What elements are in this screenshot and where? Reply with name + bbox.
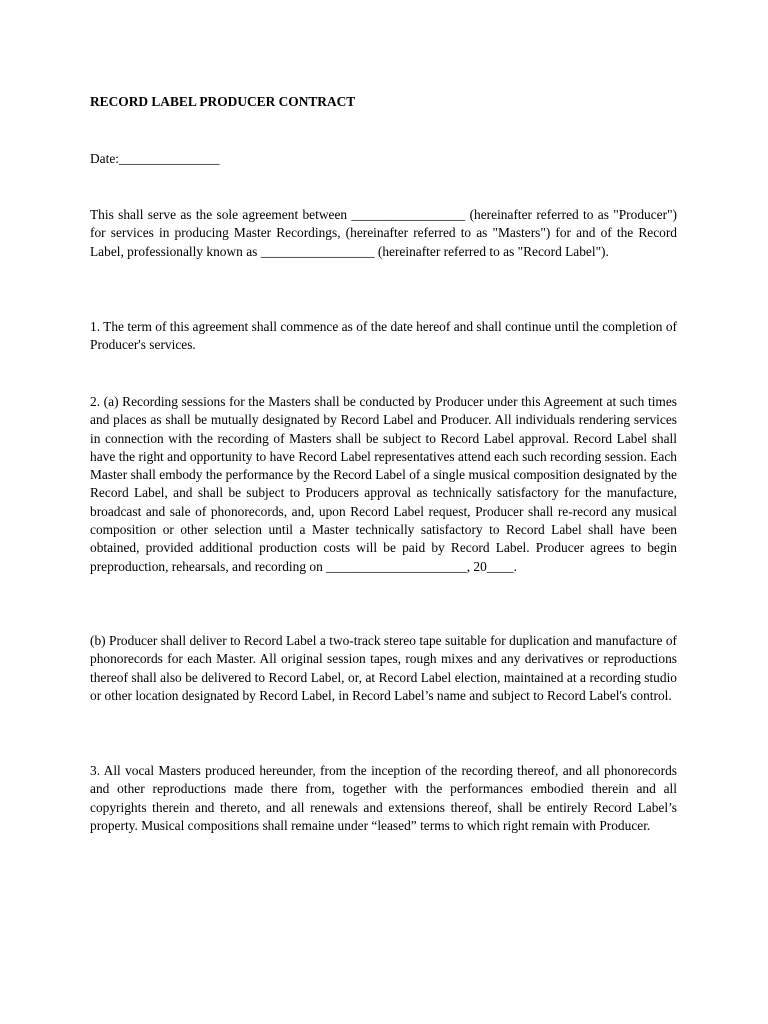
date-field-line: Date:_______________ [90,151,220,166]
clause-2a-paragraph: 2. (a) Recording sessions for the Masters shall be conducted by Producer under this Agreement at such times and places as shall be mutually designated by Record Label and Producer. All individuals rendering services in connection with the recording of Masters shall be subject to Record Label approval. Record Label shall have the right and opportunity to have Record Label representatives attend each such recording session. Each Master shall embody the performance by the Record Label of a single musical composition designated by the Record Label, and shall be subject to Producers approval as technically satisfactory for the manufacture, broadcast and sale of phonorecords, and, upon Record Label request, Producer shall re-record any musical composition or other selection until a Master technically satisfactory to Record Label shall have been obtained, provided additional production costs will be paid by Record Label. Producer agrees to begin preproduction, rehearsals, and recording on _____________________, 20____. [90,394,677,574]
clause-2b-paragraph: (b) Producer shall deliver to Record Label a two-track stereo tape suitable for duplication and manufacture of phonorecords for each Master. All original session tapes, rough mixes and any derivatives or reproductions thereof shall also be delivered to Record Label, or, at Record Label election, maintained at a recording studio or other location designated by Record Label, in Record Label’s name and subject to Record Label's control. [90,633,677,703]
intro-paragraph: This shall serve as the sole agreement between _________________ (hereinafter referred to as "Producer") for services in producing Master Recordings, (hereinafter referred to as "Masters") for and of the Record Label, professionally known as _________________ (hereinafter referred to as "Record Label"). [90,207,677,259]
document-page [90,0,677,1024]
clause-1-paragraph: 1. The term of this agreement shall commence as of the date hereof and shall continue until the completion of Producer's services. [90,319,677,353]
clause-3-paragraph: 3. All vocal Masters produced hereunder, from the inception of the recording thereof, and all phonorecords and other reproductions made there from, together with the performances embodied therein and all copyrights therein and thereto, and all renewals and extensions thereof, shall be entirely Record Label’s property. Musical compositions shall remaine under “leased” terms to which right remain with Producer. [90,763,677,833]
document-title: RECORD LABEL PRODUCER CONTRACT [90,94,356,109]
